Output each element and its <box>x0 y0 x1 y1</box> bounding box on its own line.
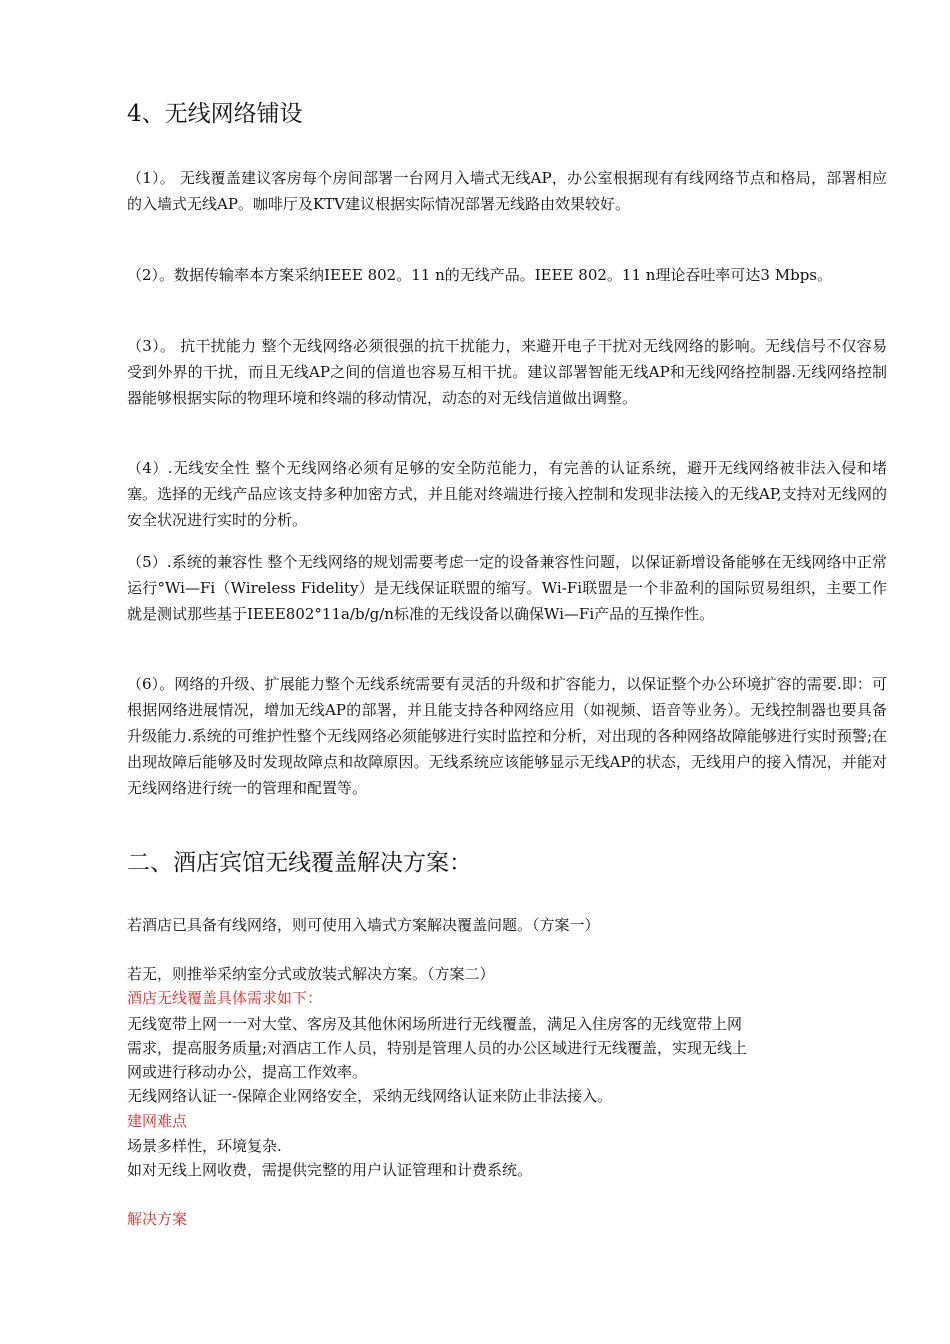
paragraph-3: （3）。 抗干扰能力 整个无线网络必须很强的抗干扰能力，来避开电子干扰对无线网络的影响。无线信号不仅容易受到外界的干扰，而且无线AP之间的信道也容易互相干扰。建议部署智能无线AP和无线网络控制器.无线网络控制器能够根据实际的物理环境和终端的移动情况，动态的对无线信道做出调整。 <box>127 337 887 407</box>
requirements-heading: 酒店无线覆盖具体需求如下： <box>127 989 323 1007</box>
paragraph-4: （4）.无线安全性 整个无线网络必须有足够的安全防范能力，有完善的认证系统，避开无线网络被非法入侵和堵塞。选择的无线产品应该支持多种加密方式，并且能对终端进行接入控制和发现非法接入的无线AP,支持对无线网的安全状况进行实时的分析。 <box>127 459 887 529</box>
solution-heading: 解决方案 <box>127 1210 188 1228</box>
difficulty-line: 场景多样性，环境复杂. <box>127 1137 282 1155</box>
option-two-text: 若无，则推举采纳室分式或放装式解决方案。（方案二） <box>127 965 495 983</box>
difficulty-line: 如对无线上网收费，需提供完整的用户认证管理和计费系统。 <box>127 1161 533 1179</box>
requirement-line: 无线网络认证一-保障企业网络安全，采纳无线网络认证来防止非法接入。 <box>127 1087 613 1105</box>
requirement-line: 无线宽带上网一一对大堂、客房及其他休闲场所进行无线覆盖，满足入住房客的无线宽带上网 <box>127 1015 743 1033</box>
paragraph-2: （2）。数据传输率本方案采纳IEEE 802。11 n的无线产品。IEEE 802。11 n理论吞吐率可达3 Mbps。 <box>127 266 832 284</box>
paragraph-6: （6）。网络的升级、扩展能力整个无线系统需要有灵活的升级和扩容能力，以保证整个办公环境扩容的需要.即：可根据网络进展情况，增加无线AP的部署，并且能支持各种网络应用（如视频、语音等业务）。无线控制器也要具备升级能力.系统的可维护性整个无线网络必须能够进行实时监控和分析，对出现的各种网络故障能够进行实时预警;在出现故障后能够及时发现故障点和故障原因。无线系统应该能够显示无线AP的状态，无线用户的接入情况，并能对无线网络进行统一的管理和配置等。 <box>127 675 887 797</box>
difficulty-heading: 建网难点 <box>127 1112 188 1130</box>
option-one-text: 若酒店已具备有线网络，则可使用入墙式方案解决覆盖问题。（方案一） <box>127 916 600 934</box>
requirement-line: 网或进行移动办公，提高工作效率。 <box>127 1063 368 1081</box>
section-2-title: 二、酒店宾馆无线覆盖解决方案： <box>127 850 472 876</box>
requirement-line: 需求，提高服务质量;对酒店工作人员，特别是管理人员的办公区域进行无线覆盖，实现无线上 <box>127 1039 748 1057</box>
section-4-title: 4、无线网络铺设 <box>127 101 303 127</box>
paragraph-5: （5）.系统的兼容性 整个无线网络的规划需要考虑一定的设备兼容性问题，以保证新增设备能够在无线网络中正常运行°Wi—Fi（Wireless Fidelity）是无线保证联盟的缩写。Wi-Fi联盟是一个非盈利的国际贸易组织，主要工作就是测试那些基于IEEE802°11a/b/g/n标准的无线设备以确保Wi—Fi产品的互操作性。 <box>127 553 887 623</box>
paragraph-1: （1）。 无线覆盖建议客房每个房间部署一台网月入墙式无线AP，办公室根据现有有线网络节点和格局，部署相应的入墙式无线AP。咖啡厅及KTV建议根据实际情况部署无线路由效果较好。 <box>127 169 887 213</box>
